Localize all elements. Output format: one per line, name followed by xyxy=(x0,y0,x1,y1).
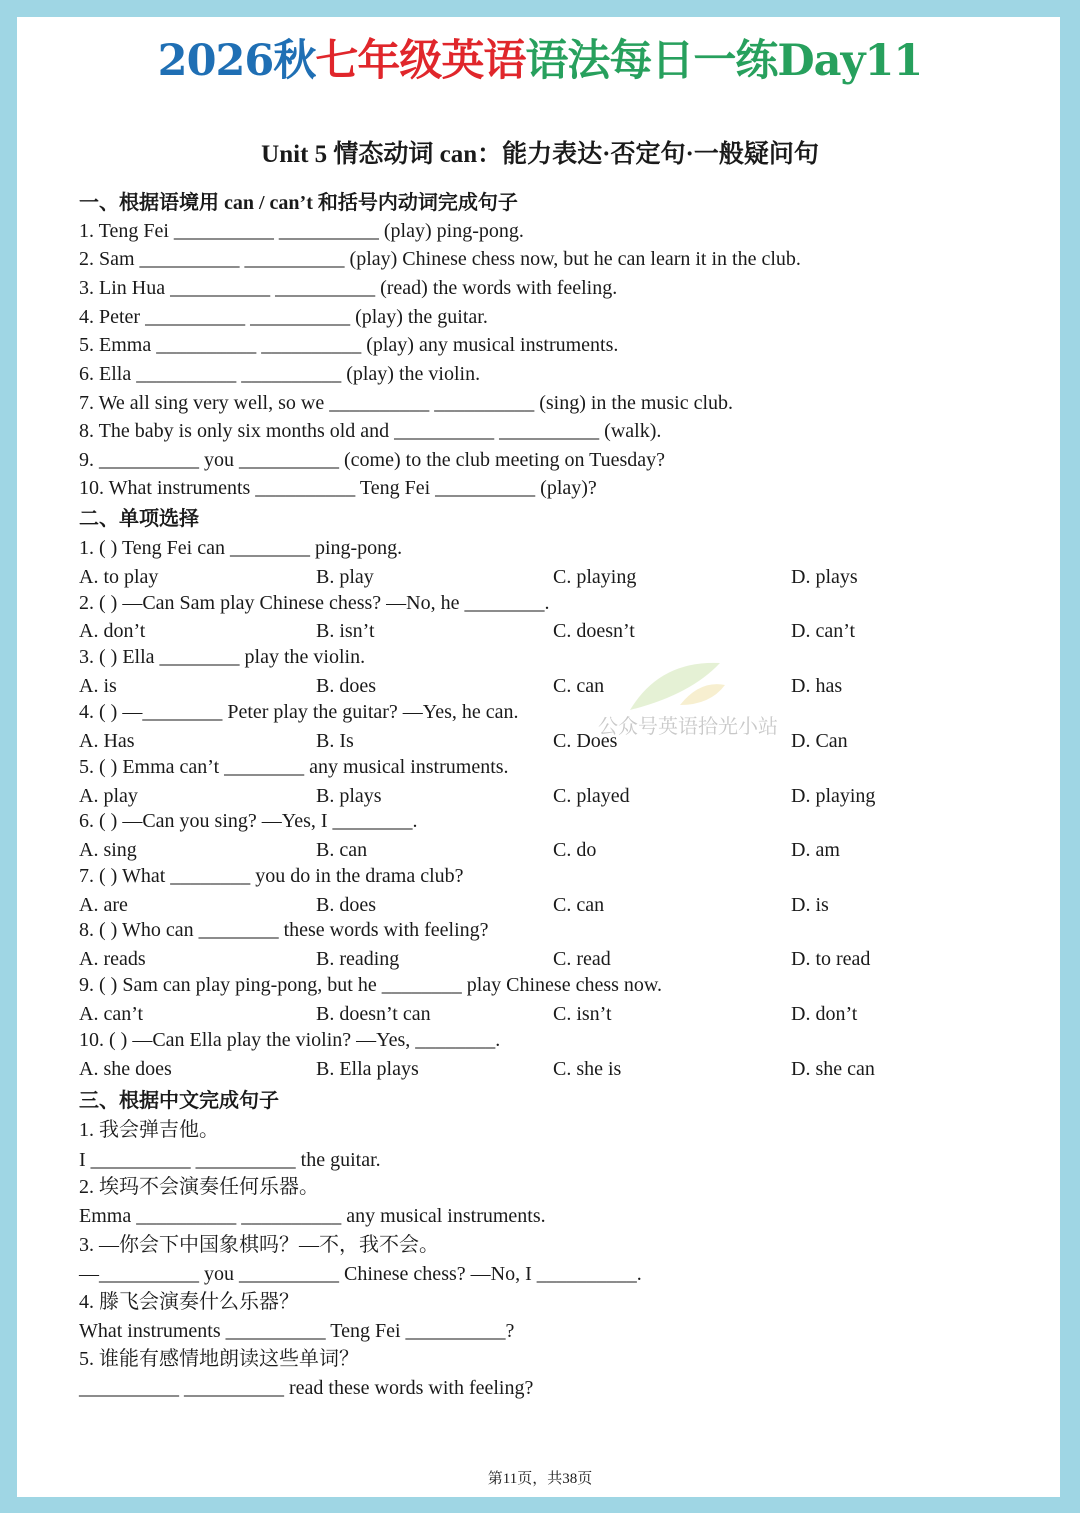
s3-answer: I __________ __________ the guitar. xyxy=(79,1149,381,1171)
mc-option-c: C. she is xyxy=(553,1058,622,1080)
section-2-heading: 二、单项选择 xyxy=(79,508,199,530)
s1-item: 9. __________ you __________ (come) to the club meeting on Tuesday? xyxy=(79,449,666,471)
mc-option-d: D. she can xyxy=(791,1058,875,1080)
s1-item: 6. Ella __________ __________ (play) the violin. xyxy=(79,363,481,385)
s3-answer: Emma __________ __________ any musical instruments. xyxy=(79,1205,546,1227)
mc-option-c: C. doesn’t xyxy=(553,620,635,642)
mc-option-c: C. can xyxy=(553,675,605,697)
mc-question: 8. ( ) Who can ________ these words with feeling? xyxy=(79,919,489,941)
page-number: 第11页，共38页 xyxy=(487,1471,593,1487)
mc-option-a: A. reads xyxy=(79,948,146,970)
title-year: 2026秋 xyxy=(157,36,316,86)
mc-option-a: A. play xyxy=(79,785,138,807)
mc-option-a: A. don’t xyxy=(79,620,146,642)
mc-option-c: C. read xyxy=(553,948,611,970)
mc-question: 10. ( ) —Can Ella play the violin? —Yes, ________. xyxy=(79,1029,501,1051)
s1-item: 4. Peter __________ __________ (play) the guitar. xyxy=(79,306,488,328)
watermark-text: 公众号英语拾光小站 xyxy=(598,714,778,738)
mc-question: 3. ( ) Ella ________ play the violin. xyxy=(79,646,366,668)
mc-option-b: B. play xyxy=(316,566,374,588)
leaf-watermark-icon xyxy=(620,655,730,715)
s3-answer: __________ __________ read these words with feeling? xyxy=(79,1377,534,1399)
mc-option-c: C. Does xyxy=(553,730,618,752)
s3-prompt: 1. 我会弹吉他。 xyxy=(79,1119,219,1141)
mc-option-c: C. can xyxy=(553,894,605,916)
mc-option-c: C. played xyxy=(553,785,630,807)
mc-option-a: A. can’t xyxy=(79,1003,144,1025)
mc-option-b: B. reading xyxy=(316,948,400,970)
s3-prompt: 2. 埃玛不会演奏任何乐器。 xyxy=(79,1176,319,1198)
s1-item: 3. Lin Hua __________ __________ (read) the words with feeling. xyxy=(79,277,618,299)
mc-option-b: B. doesn’t can xyxy=(316,1003,431,1025)
mc-option-b: B. isn’t xyxy=(316,620,375,642)
mc-option-b: B. plays xyxy=(316,785,382,807)
mc-question: 4. ( ) —________ Peter play the guitar? —Yes, he can. xyxy=(79,701,519,723)
mc-option-b: B. Is xyxy=(316,730,354,752)
mc-option-a: A. sing xyxy=(79,839,137,861)
s3-answer: What instruments __________ Teng Fei __________? xyxy=(79,1320,515,1342)
mc-question: 2. ( ) —Can Sam play Chinese chess? —No, he ________. xyxy=(79,592,550,614)
mc-option-b: B. Ella plays xyxy=(316,1058,419,1080)
page-title xyxy=(0,36,1080,86)
mc-question: 5. ( ) Emma can’t ________ any musical instruments. xyxy=(79,756,509,778)
unit-subtitle: Unit 5 情态动词 can：能力表达·否定句·一般疑问句 xyxy=(261,141,819,168)
mc-option-a: A. she does xyxy=(79,1058,172,1080)
mc-option-c: C. playing xyxy=(553,566,637,588)
title-series: 语法每日一练Day11 xyxy=(525,36,923,86)
mc-option-b: B. does xyxy=(316,675,376,697)
mc-option-a: A. are xyxy=(79,894,128,916)
s1-item: 5. Emma __________ __________ (play) any musical instruments. xyxy=(79,334,619,356)
mc-option-d: D. can’t xyxy=(791,620,856,642)
mc-option-c: C. isn’t xyxy=(553,1003,612,1025)
s3-prompt: 3. —你会下中国象棋吗？—不，我不会。 xyxy=(79,1234,439,1256)
title-grade: 七年级英语 xyxy=(315,36,526,86)
s1-item: 7. We all sing very well, so we __________ __________ (sing) in the music club. xyxy=(79,392,734,414)
mc-question: 1. ( ) Teng Fei can ________ ping-pong. xyxy=(79,537,403,559)
mc-option-b: B. can xyxy=(316,839,368,861)
mc-option-d: D. don’t xyxy=(791,1003,858,1025)
s3-prompt: 4. 滕飞会演奏什么乐器？ xyxy=(79,1291,299,1313)
mc-option-a: A. Has xyxy=(79,730,135,752)
mc-option-d: D. plays xyxy=(791,566,858,588)
mc-option-b: B. does xyxy=(316,894,376,916)
s1-item: 2. Sam __________ __________ (play) Chinese chess now, but he can learn it in the club. xyxy=(79,248,801,270)
mc-option-d: D. is xyxy=(791,894,829,916)
mc-question: 7. ( ) What ________ you do in the drama club? xyxy=(79,865,464,887)
mc-option-d: D. to read xyxy=(791,948,871,970)
mc-option-a: A. to play xyxy=(79,566,159,588)
s3-prompt: 5. 谁能有感情地朗读这些单词？ xyxy=(79,1348,359,1370)
mc-option-a: A. is xyxy=(79,675,117,697)
mc-question: 6. ( ) —Can you sing? —Yes, I ________. xyxy=(79,810,418,832)
s1-item: 10. What instruments __________ Teng Fei __________ (play)? xyxy=(79,477,597,499)
s1-item: 1. Teng Fei __________ __________ (play) ping-pong. xyxy=(79,220,524,242)
s3-answer: —__________ you __________ Chinese chess? —No, I __________. xyxy=(79,1263,642,1285)
s1-item: 8. The baby is only six months old and __________ __________ (walk). xyxy=(79,420,662,442)
mc-option-d: D. playing xyxy=(791,785,876,807)
section-3-heading: 三、根据中文完成句子 xyxy=(79,1090,279,1112)
mc-question: 9. ( ) Sam can play ping-pong, but he ________ play Chinese chess now. xyxy=(79,974,663,996)
section-1-heading: 一、根据语境用 can / can’t 和括号内动词完成句子 xyxy=(79,192,518,214)
mc-option-d: D. am xyxy=(791,839,840,861)
mc-option-d: D. Can xyxy=(791,730,848,752)
mc-option-d: D. has xyxy=(791,675,843,697)
mc-option-c: C. do xyxy=(553,839,597,861)
